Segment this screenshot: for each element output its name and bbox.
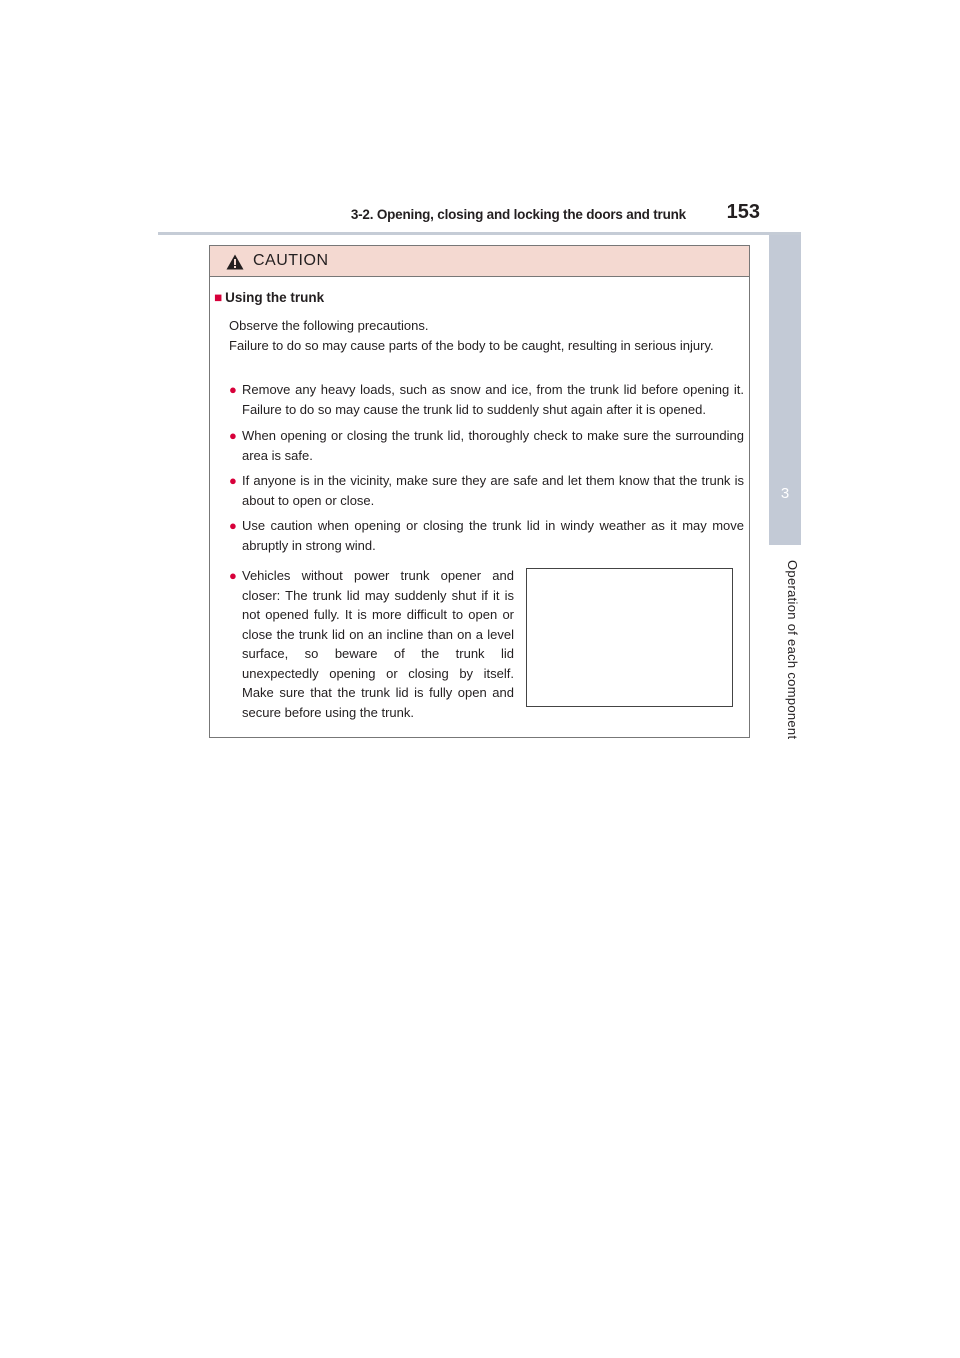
- bullet-text: Vehicles without power trunk opener and closer: The trunk lid may suddenly shut if it is not opened fully. It is more difficult to open or close the trunk lid on an incline than on a level surface, so beware of the trunk lid unexpectedly opening or closing by itself. Make sure that the trunk lid is fully open and secure before using the trunk.: [242, 568, 514, 720]
- bullet-text: Remove any heavy loads, such as snow and ice, from the trunk lid before opening it. Failure to do so may cause the trunk lid to suddenly shut again after it is opened.: [242, 382, 744, 417]
- chapter-tab-number: 3: [780, 485, 790, 502]
- page-header-title: 3-2. Opening, closing and locking the doors and trunk: [350, 207, 686, 222]
- caution-box: [209, 245, 750, 738]
- chapter-tab-label: Operation of each component: [785, 560, 800, 740]
- square-bullet-icon: ■: [214, 290, 223, 305]
- intro-line: Failure to do so may cause parts of the body to be caught, resulting in serious injury.: [229, 337, 714, 353]
- circle-bullet-icon: ●: [229, 473, 237, 488]
- circle-bullet-icon: ●: [229, 568, 237, 583]
- page-number: 153: [726, 201, 760, 223]
- section-heading: [214, 290, 324, 305]
- header-rule: [158, 232, 801, 235]
- section-heading-text: Using the trunk: [225, 290, 325, 305]
- trunk-illustration-frame: [526, 568, 733, 707]
- intro-text: [229, 316, 743, 355]
- bullet-item: [229, 471, 744, 510]
- caution-label: CAUTION: [253, 252, 329, 269]
- circle-bullet-icon: ●: [229, 518, 237, 533]
- warning-triangle-icon: [226, 254, 244, 275]
- bullet-text: When opening or closing the trunk lid, thoroughly check to make sure the surrounding area is safe.: [242, 428, 744, 463]
- bullet-text: If anyone is in the vicinity, make sure they are safe and let them know that the trunk is about to open or close.: [242, 473, 744, 508]
- bullet-text: Use caution when opening or closing the trunk lid in windy weather as it may move abruptly in strong wind.: [242, 518, 744, 553]
- bullet-item: [229, 516, 744, 555]
- caution-header: [210, 246, 749, 277]
- bullet-item: [229, 566, 514, 722]
- bullet-item: [229, 426, 744, 465]
- circle-bullet-icon: ●: [229, 428, 237, 443]
- circle-bullet-icon: ●: [229, 382, 237, 397]
- intro-line: Observe the following precautions.: [229, 318, 429, 333]
- bullet-item: [229, 380, 744, 419]
